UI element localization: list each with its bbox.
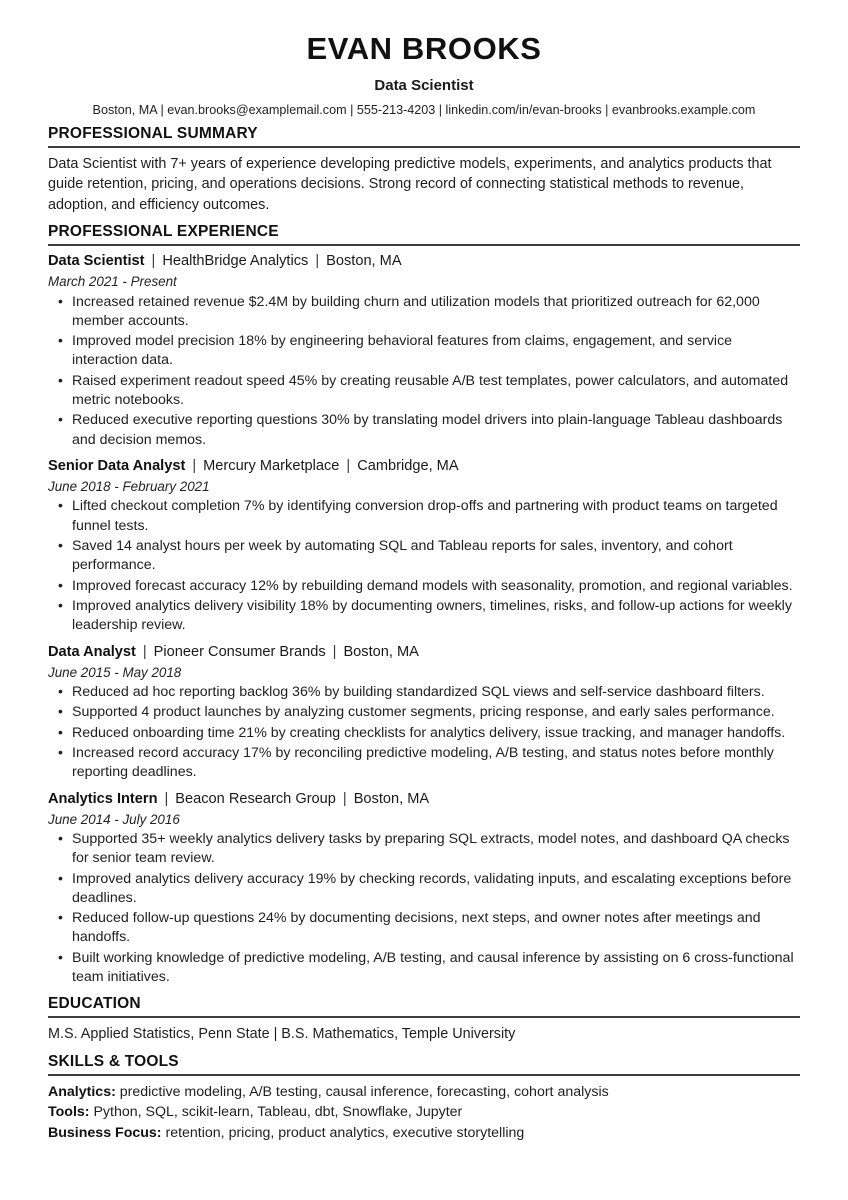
experience-heading — [48, 643, 800, 662]
job-bullet: • Reduced executive reporting questions 30% by translating model drivers into plain-language Tableau dashboards and decision memos. — [56, 411, 800, 450]
section-education — [48, 995, 800, 1044]
contact-line: Boston, MA | evan.brooks@examplemail.com | 555-213-4203 | linkedin.com/in/evan-brooks | evanbrooks.example.com — [92, 102, 756, 117]
education-entry: M.S. Applied Statistics, Penn State | B.S. Mathematics, Temple University — [48, 1026, 516, 1043]
job-location: Boston, MA — [353, 790, 430, 807]
job-dates: June 2015 - May 2018 — [48, 664, 182, 680]
field-separator: | — [315, 253, 320, 270]
skill-category-label: Analytics: — [48, 1083, 116, 1100]
job-bullet-list — [48, 683, 800, 783]
candidate-headline: Data Scientist — [374, 76, 474, 94]
field-separator: | — [332, 643, 337, 660]
field-separator: | — [142, 643, 147, 660]
field-separator: | — [151, 253, 156, 270]
job-bullet: • Reduced onboarding time 21% by creating checklists for analytics delivery, issue tracking, and manager handoffs. — [56, 724, 800, 743]
field-separator: | — [346, 458, 351, 474]
experience-entry — [48, 790, 800, 988]
skills-list — [48, 1076, 800, 1144]
job-bullet: • Built working knowledge of predictive modeling, A/B testing, and causal inference by assisting on 6 cross-functional team initiatives. — [56, 949, 800, 988]
skill-row — [48, 1102, 800, 1123]
job-bullet: • Improved forecast accuracy 12% by rebuilding demand models with seasonality, promotion, and regional variables. — [56, 577, 800, 596]
section-skills-tools — [48, 1053, 800, 1144]
job-bullet-list — [48, 497, 800, 635]
job-title: Data Analyst — [48, 643, 136, 660]
job-bullet-list — [48, 830, 800, 988]
job-bullet: • Increased record accuracy 17% by reconciling predictive modeling, A/B testing, and status notes before monthly reporting deadlines. — [56, 744, 800, 783]
job-bullet: • Supported 4 product launches by analyzing customer segments, pricing response, and early sales performance. — [56, 703, 800, 722]
experience-heading — [48, 252, 800, 271]
section-professional-summary — [48, 125, 800, 215]
job-bullet: • Improved analytics delivery accuracy 19% by checking records, validating inputs, and escalating exceptions before deadlines. — [56, 870, 800, 909]
job-dates: June 2018 - February 2021 — [48, 478, 210, 494]
job-location: Boston, MA — [343, 643, 419, 660]
job-bullet-list — [48, 293, 800, 451]
skill-row — [48, 1123, 800, 1144]
section-title-summary: PROFESSIONAL SUMMARY — [48, 125, 800, 148]
job-bullet: • Improved model precision 18% by engineering behavioral features from claims, engagement, and service interaction data. — [56, 332, 800, 371]
education-body — [48, 1018, 800, 1044]
skill-row — [48, 1082, 800, 1103]
candidate-name: EVAN BROOKS — [306, 31, 542, 66]
section-title-education: EDUCATION — [48, 995, 800, 1018]
job-dates: June 2014 - July 2016 — [48, 811, 180, 827]
skill-values: Python, SQL, scikit-learn, Tableau, dbt, Snowflake, Jupyter — [89, 1104, 463, 1121]
job-title: Analytics Intern — [48, 790, 158, 807]
job-title: Data Scientist — [48, 253, 145, 270]
job-location: Cambridge, MA — [357, 458, 459, 474]
job-company: Mercury Marketplace — [203, 458, 340, 474]
field-separator: | — [164, 790, 169, 807]
skill-values: retention, pricing, product analytics, executive storytelling — [161, 1124, 525, 1141]
job-bullet: • Saved 14 analyst hours per week by automating SQL and Tableau reports for sales, inventory, and cohort performance. — [56, 537, 800, 576]
job-company: Beacon Research Group — [175, 790, 336, 807]
job-bullet: • Raised experiment readout speed 45% by creating reusable A/B test templates, power calculators, and automated metric notebooks. — [56, 372, 800, 411]
job-location: Boston, MA — [326, 253, 402, 270]
job-bullet: • Supported 35+ weekly analytics delivery tasks by preparing SQL extracts, model notes, and dashboard QA checks for senior team review. — [56, 830, 800, 869]
section-title-experience: PROFESSIONAL EXPERIENCE — [48, 223, 800, 246]
job-bullet: • Reduced ad hoc reporting backlog 36% by building standardized SQL views and self-service dashboard filters. — [56, 683, 800, 702]
experience-entry — [48, 457, 800, 636]
job-bullet: • Improved analytics delivery visibility 18% by documenting owners, timelines, risks, and follow-up actions for weekly leadership review. — [56, 597, 800, 636]
summary-body — [48, 148, 800, 215]
section-title-skills: SKILLS & TOOLS — [48, 1053, 800, 1076]
job-title: Senior Data Analyst — [48, 458, 186, 474]
section-professional-experience — [48, 223, 800, 987]
experience-entry — [48, 252, 800, 450]
skill-values: predictive modeling, A/B testing, causal inference, forecasting, cohort analysis — [115, 1083, 609, 1100]
experience-heading — [48, 457, 800, 476]
job-company: HealthBridge Analytics — [162, 253, 309, 270]
job-bullet: • Lifted checkout completion 7% by identifying conversion drop-offs and partnering with product teams on targeted funnel tests. — [56, 497, 800, 536]
field-separator: | — [342, 790, 347, 807]
experience-heading — [48, 790, 800, 809]
summary-text: Data Scientist with 7+ years of experience developing predictive models, experiments, and analytics products that guide retention, pricing, and operations decisions. Strong record of connecting statistical methods to revenue, adoption, and efficiency outcomes. — [48, 155, 772, 213]
job-bullet: • Reduced follow-up questions 24% by documenting decisions, next steps, and owner notes after meetings and handoffs. — [56, 909, 800, 948]
experience-list — [48, 246, 800, 987]
job-dates: March 2021 - Present — [48, 274, 177, 290]
job-company: Pioneer Consumer Brands — [153, 643, 326, 660]
skill-category-label: Tools: — [48, 1104, 90, 1121]
job-bullet: • Increased retained revenue $2.4M by building churn and utilization models that prioritized outreach for 62,000 member accounts. — [56, 293, 800, 332]
field-separator: | — [192, 458, 197, 474]
experience-entry — [48, 643, 800, 783]
skill-category-label: Business Focus: — [48, 1124, 162, 1141]
